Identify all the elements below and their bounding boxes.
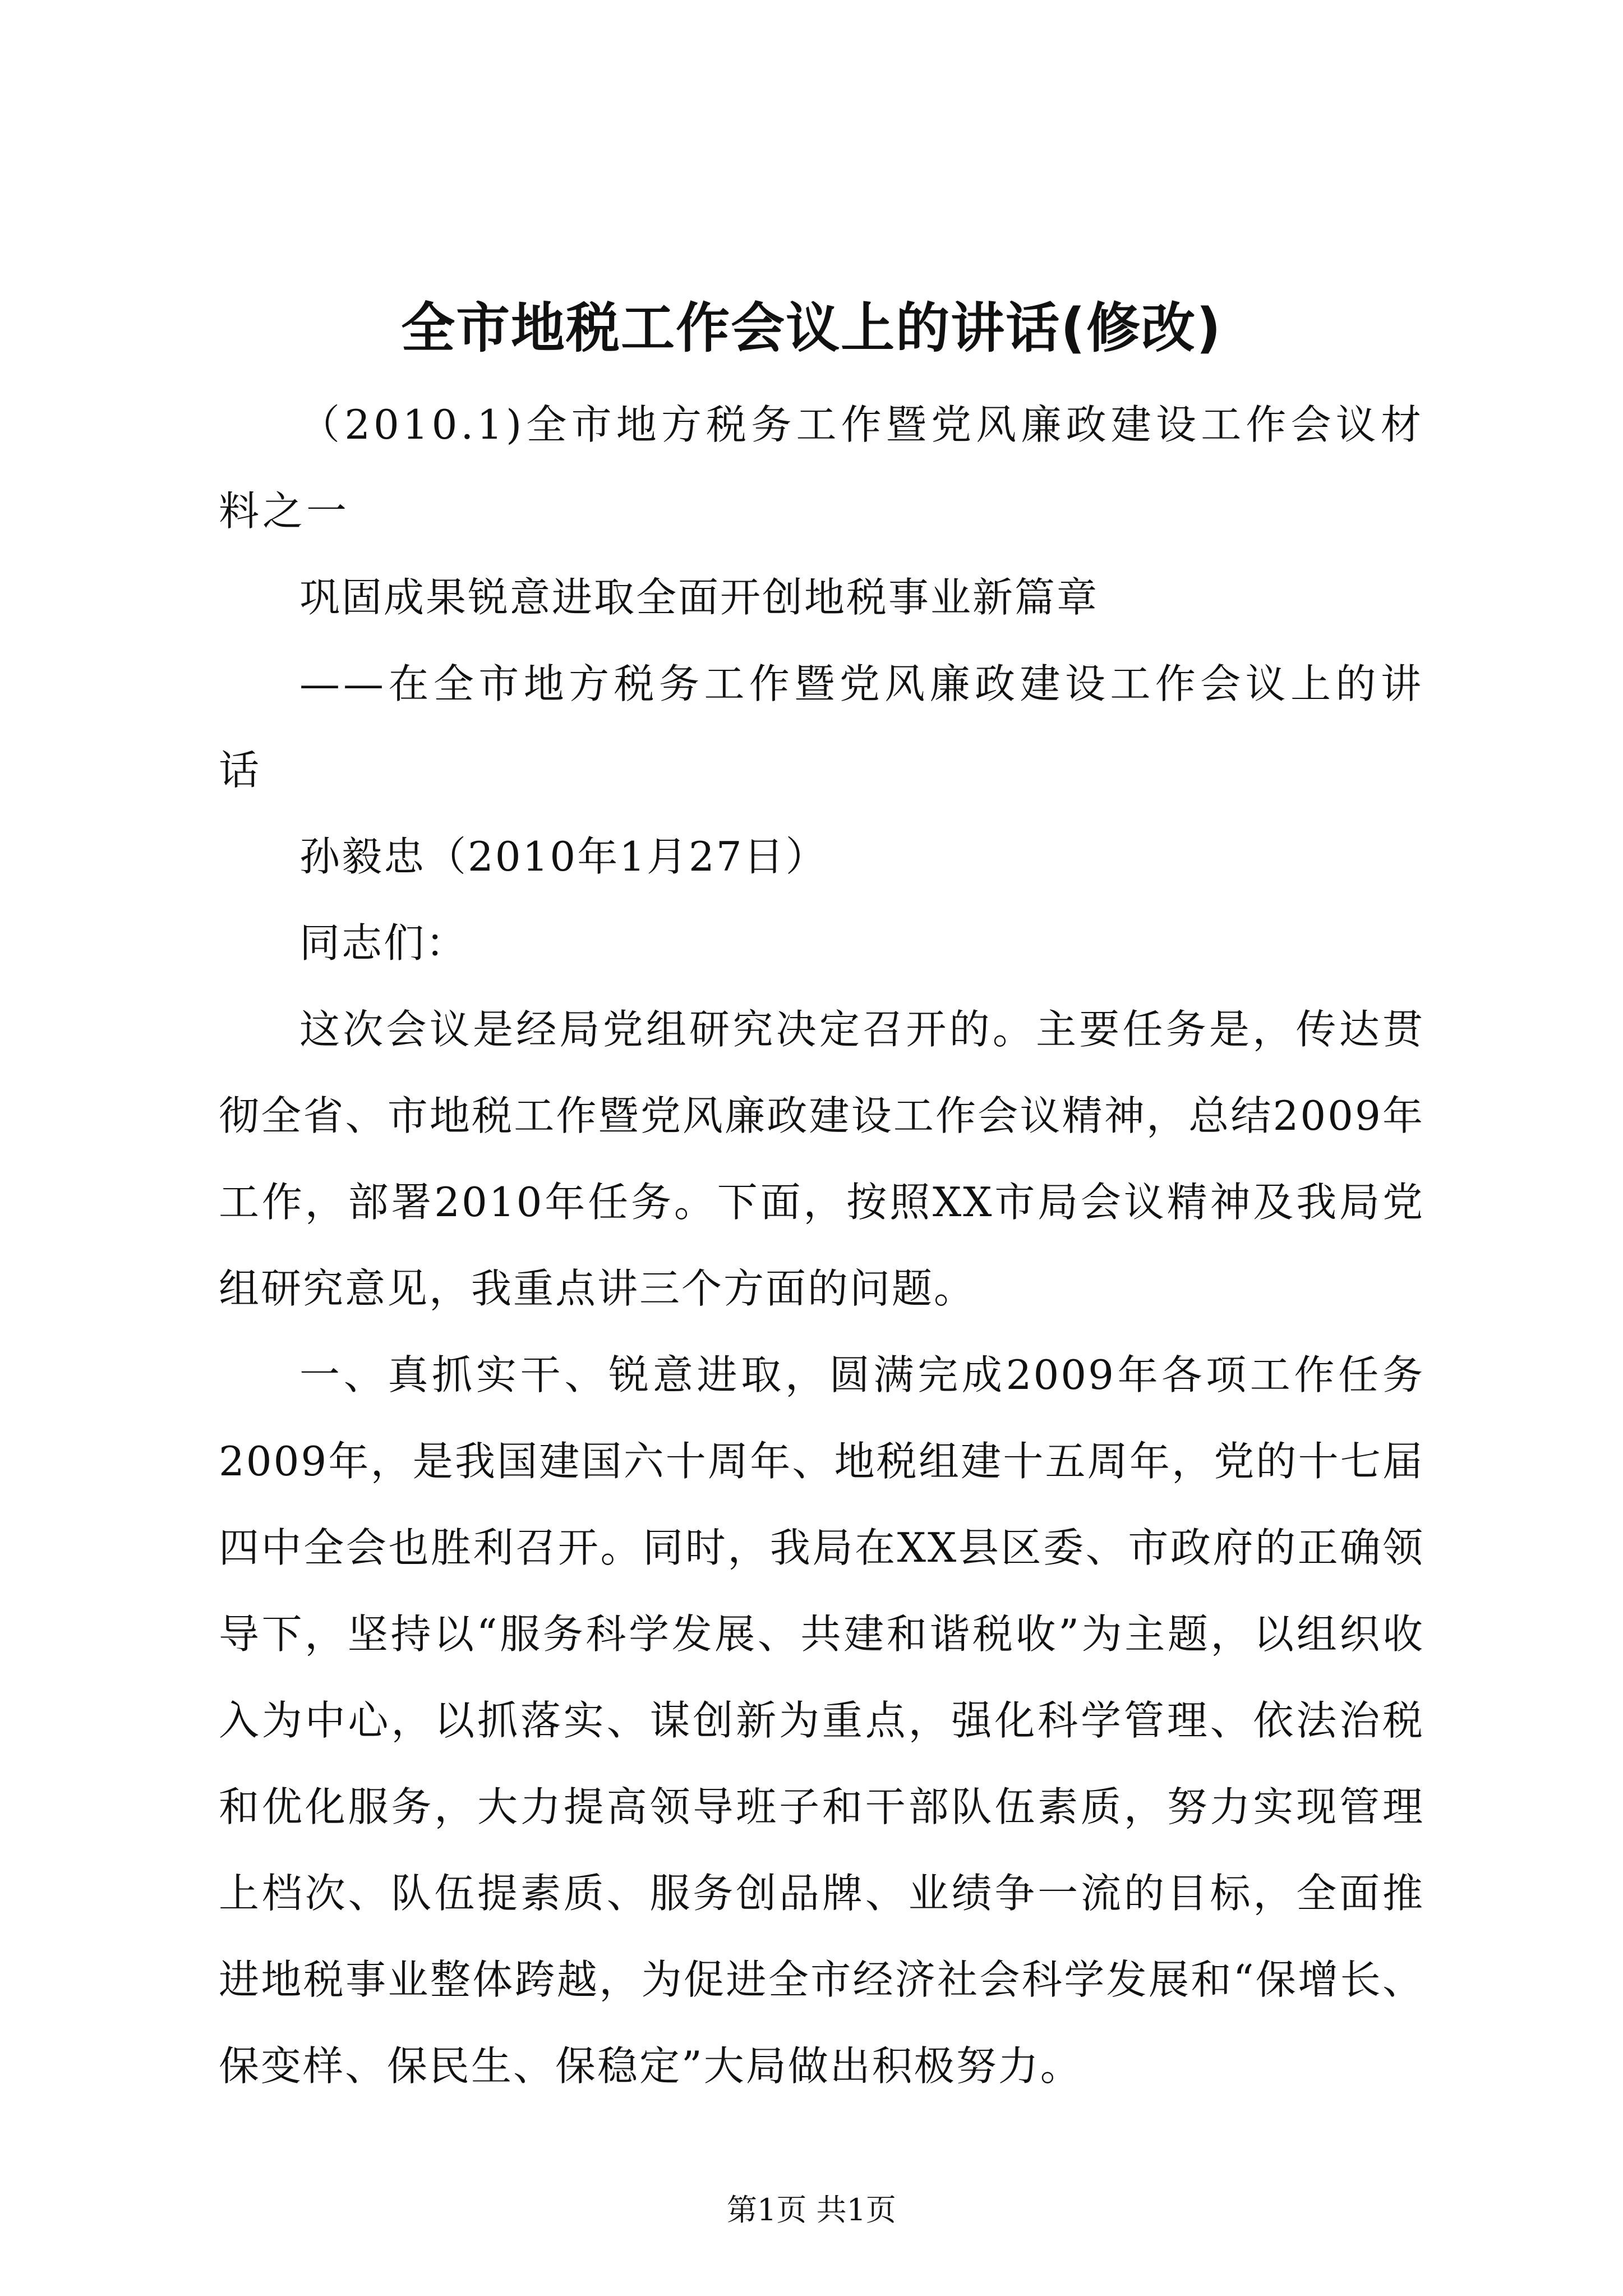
document-body	[219, 381, 1424, 2109]
speech-headline: 巩固成果锐意进取全面开创地税事业新篇章	[299, 574, 1099, 621]
salutation: 同志们：	[299, 919, 468, 967]
page-number-footer: 第1页 共1页	[727, 2192, 896, 2228]
speech-subtitle: ——在全市地方税务工作暨党风廉政建设工作会议上的讲话	[219, 660, 1424, 794]
body-paragraph: 一、真抓实干、锐意进取，圆满完成2009年各项工作任务2009年，是我国建国六十周年、地税组建十五周年，党的十七届四中全会也胜利召开。同时，我局在XX县区委、市政府的正确领导下，坚持以“服务科学发展、共建和谐税收”为主题，以组织收入为中心，以抓落实、谋创新为重点，强化科学管理、依法治税和优化服务，大力提高领导班子和干部队伍素质，努力实现管理上档次、队伍提素质、服务创品牌、业绩争一流的目标，全面推进地税事业整体跨越，为促进全市经济社会科学发展和“保增长、保变样、保民生、保稳定”大局做出积极努力。	[219, 1351, 1424, 2090]
document-title: 全市地税工作会议上的讲话(修改)	[401, 297, 1222, 360]
body-paragraph: 这次会议是经局党组研究决定召开的。主要任务是，传达贯彻全省、市地税工作暨党风廉政建设工作会议精神，总结2009年工作，部署2010年任务。下面，按照XX市局会议精神及我局党组研究意见，我重点讲三个方面的问题。	[219, 1006, 1424, 1312]
speaker-and-date: 孙毅忠（2010年1月27日）	[299, 833, 828, 880]
meeting-material-note: （2010.1)全市地方税务工作暨党风廉政建设工作会议材料之一	[219, 401, 1424, 535]
